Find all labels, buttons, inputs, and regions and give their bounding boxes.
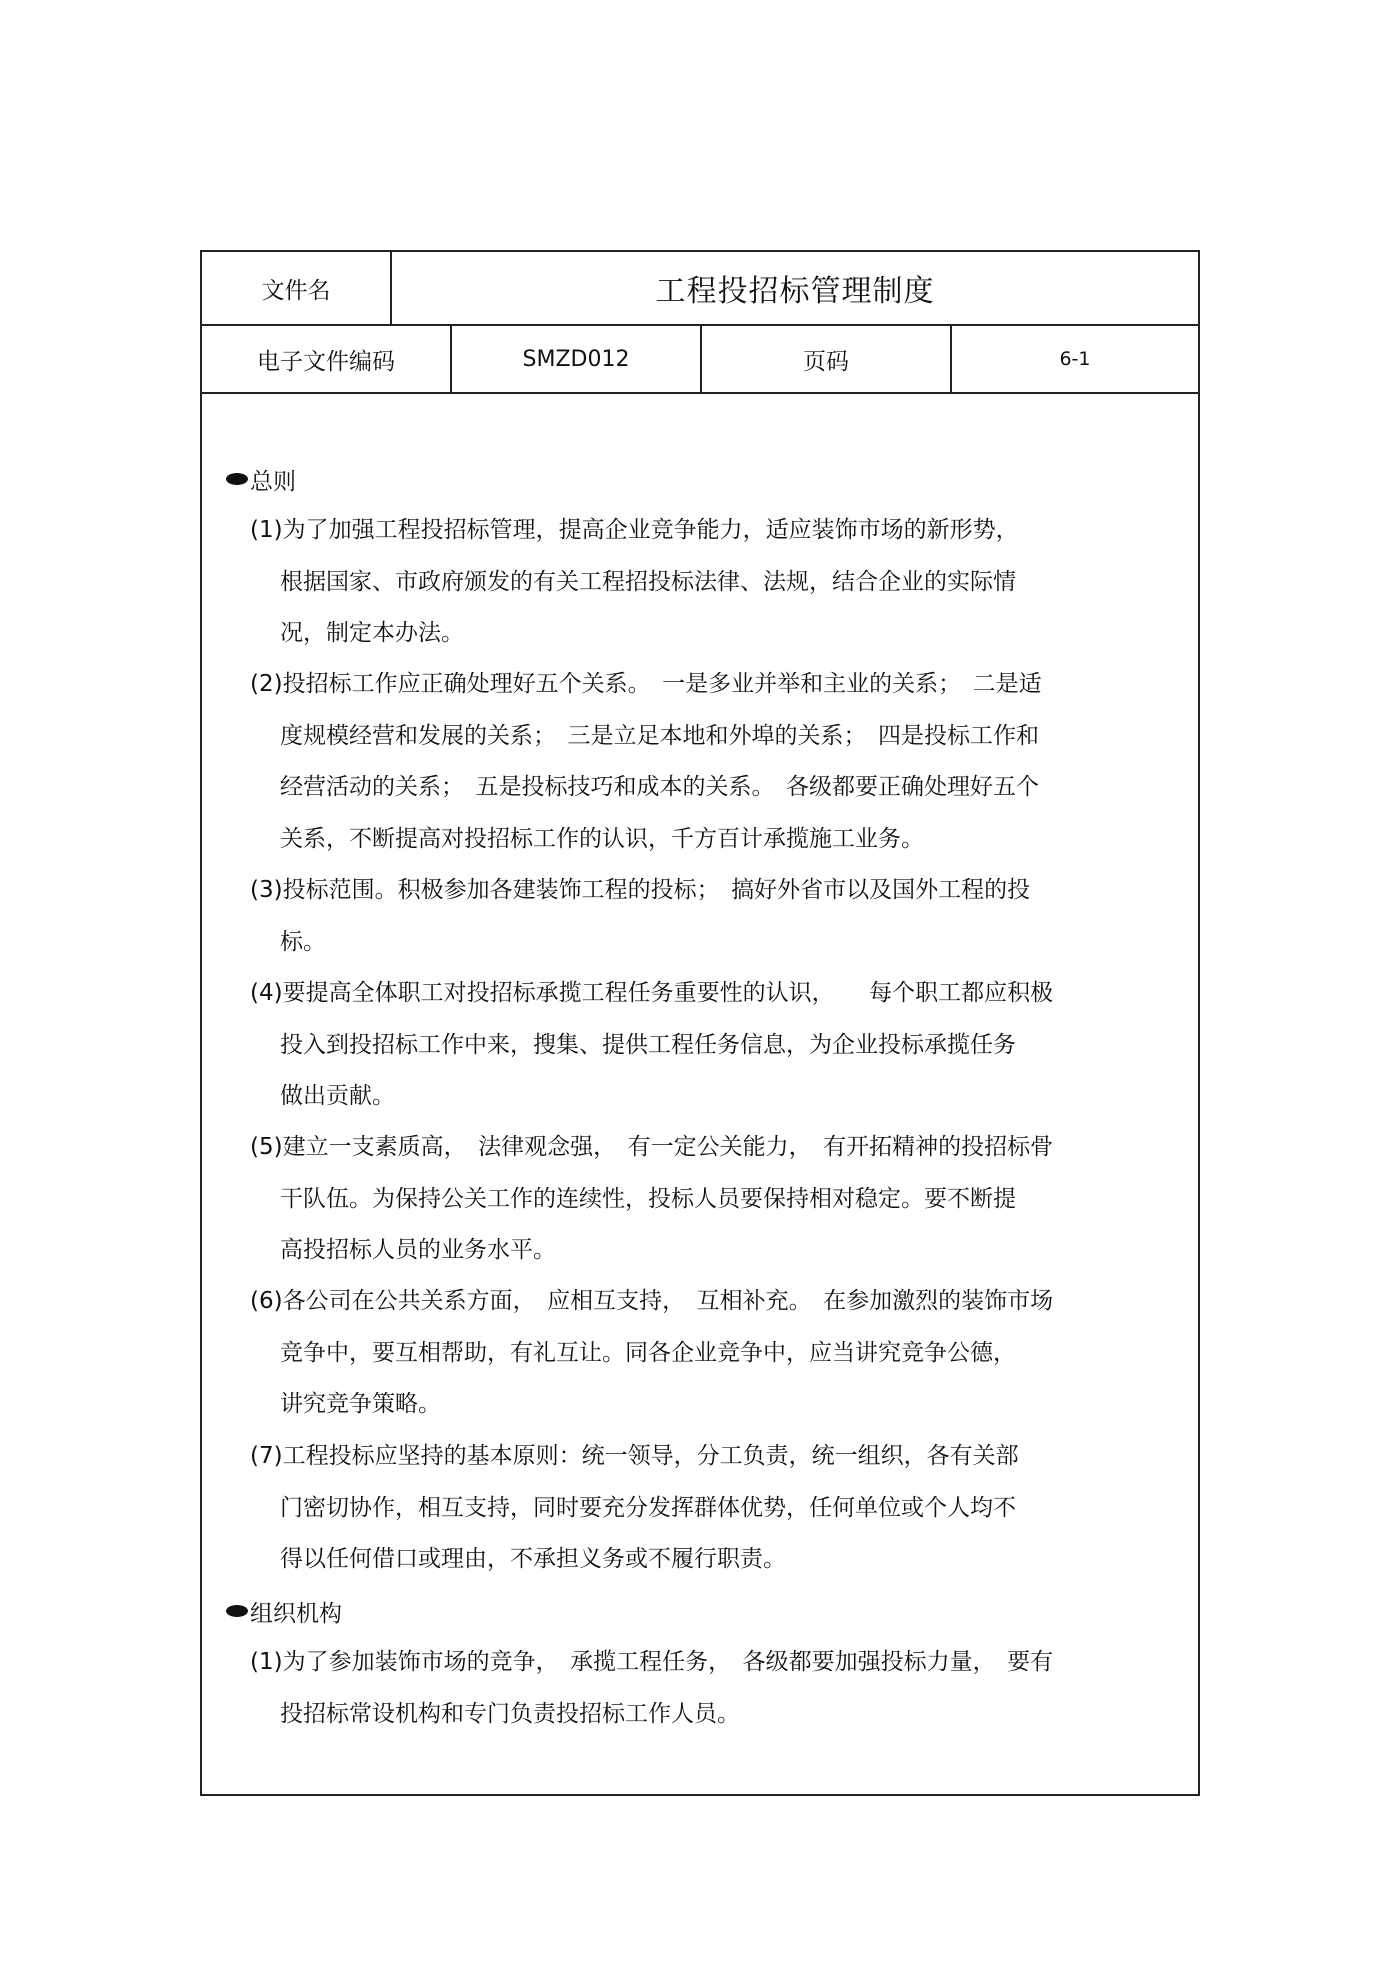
document-frame [200, 250, 1200, 1796]
paragraph-line: 讲究竞争策略。 [280, 1391, 441, 1417]
paragraph-line: 度规模经营和发展的关系； 三是立足本地和外埠的关系； 四是投标工作和 [280, 722, 1039, 749]
page-label: 页码 [702, 326, 952, 392]
header-row-title [202, 252, 1198, 326]
paragraph-line: (7)工程投标应坚持的基本原则：统一领导，分工负责，统一组织，各有关部 [250, 1443, 1019, 1469]
paragraph-line: (4)要提高全体职工对投招标承揽工程任务重要性的认识， 每个职工都应积极 [250, 980, 1054, 1006]
paragraph-line: 门密切协作，相互支持，同时要充分发挥群体优势，任何单位或个人均不 [280, 1494, 1016, 1521]
file-name-label: 文件名 [202, 252, 392, 324]
paragraph-line: 根据国家、市政府颁发的有关工程招投标法律、法规，结合企业的实际情 [280, 568, 1016, 595]
paragraph-line: 得以任何借口或理由，不承担义务或不履行职责。 [280, 1546, 786, 1572]
section-heading-general [226, 453, 296, 505]
section-heading-text: 组织机构 [250, 1600, 342, 1627]
paragraph-line: 竞争中，要互相帮助，有礼互让。同各企业竞争中，应当讲究竞争公德， [280, 1339, 1016, 1366]
paragraph-organization-1 [250, 1637, 1190, 1740]
document-body [202, 394, 1198, 1794]
paragraph-line: 做出贡献。 [280, 1083, 395, 1109]
section-heading-organization [226, 1585, 342, 1637]
paragraph-general-3 [250, 865, 1190, 968]
paragraph-general-2 [250, 659, 1190, 865]
paragraph-line: 高投招标人员的业务水平。 [280, 1237, 556, 1263]
paragraph-line: (5)建立一支素质高， 法律观念强， 有一定公关能力， 有开拓精神的投招标骨 [250, 1134, 1054, 1160]
paragraph-line: 干队伍。为保持公关工作的连续性，投标人员要保持相对稳定。要不断提 [280, 1185, 1016, 1212]
paragraph-line: 经营活动的关系； 五是投标技巧和成本的关系。 各级都要正确处理好五个 [280, 774, 1039, 800]
paragraph-line: 标。 [280, 928, 326, 955]
paragraph-line: (3)投标范围。积极参加各建装饰工程的投标； 搞好外省市以及国外工程的投 [250, 877, 1031, 903]
paragraph-general-6 [250, 1276, 1190, 1431]
paragraph-general-4 [250, 968, 1190, 1123]
bullet-icon [226, 473, 248, 485]
paragraph-line: 况，制定本办法。 [280, 620, 464, 646]
paragraph-line: (6)各公司在公共关系方面， 应相互支持， 互相补充。 在参加激烈的装饰市场 [250, 1288, 1054, 1314]
page-number: 6-1 [1059, 348, 1091, 370]
paragraph-line: (2)投招标工作应正确处理好五个关系。 一是多业并举和主业的关系； 二是适 [250, 671, 1042, 697]
paragraph-line: 投招标常设机构和专门负责投招标工作人员。 [280, 1700, 740, 1727]
paragraph-general-7 [250, 1431, 1190, 1586]
paragraph-line: (1)为了加强工程投招标管理，提高企业竞争能力，适应装饰市场的新形势， [250, 517, 1019, 543]
paragraph-line: (1)为了参加装饰市场的竞争， 承揽工程任务， 各级都要加强投标力量， 要有 [250, 1649, 1054, 1675]
electronic-code-label: 电子文件编码 [202, 326, 452, 392]
paragraph-general-5 [250, 1122, 1190, 1277]
header-row-meta [202, 326, 1198, 394]
document-title: 工程投招标管理制度 [655, 274, 935, 309]
paragraph-general-1 [250, 505, 1190, 660]
paragraph-line: 投入到投招标工作中来，搜集、提供工程任务信息，为企业投标承揽任务 [280, 1031, 1016, 1058]
section-heading-text: 总则 [250, 468, 296, 495]
electronic-code-value: SMZD012 [452, 326, 702, 392]
bullet-icon [226, 1605, 248, 1617]
paragraph-line: 关系，不断提高对投招标工作的认识，千方百计承揽施工业务。 [280, 825, 924, 852]
